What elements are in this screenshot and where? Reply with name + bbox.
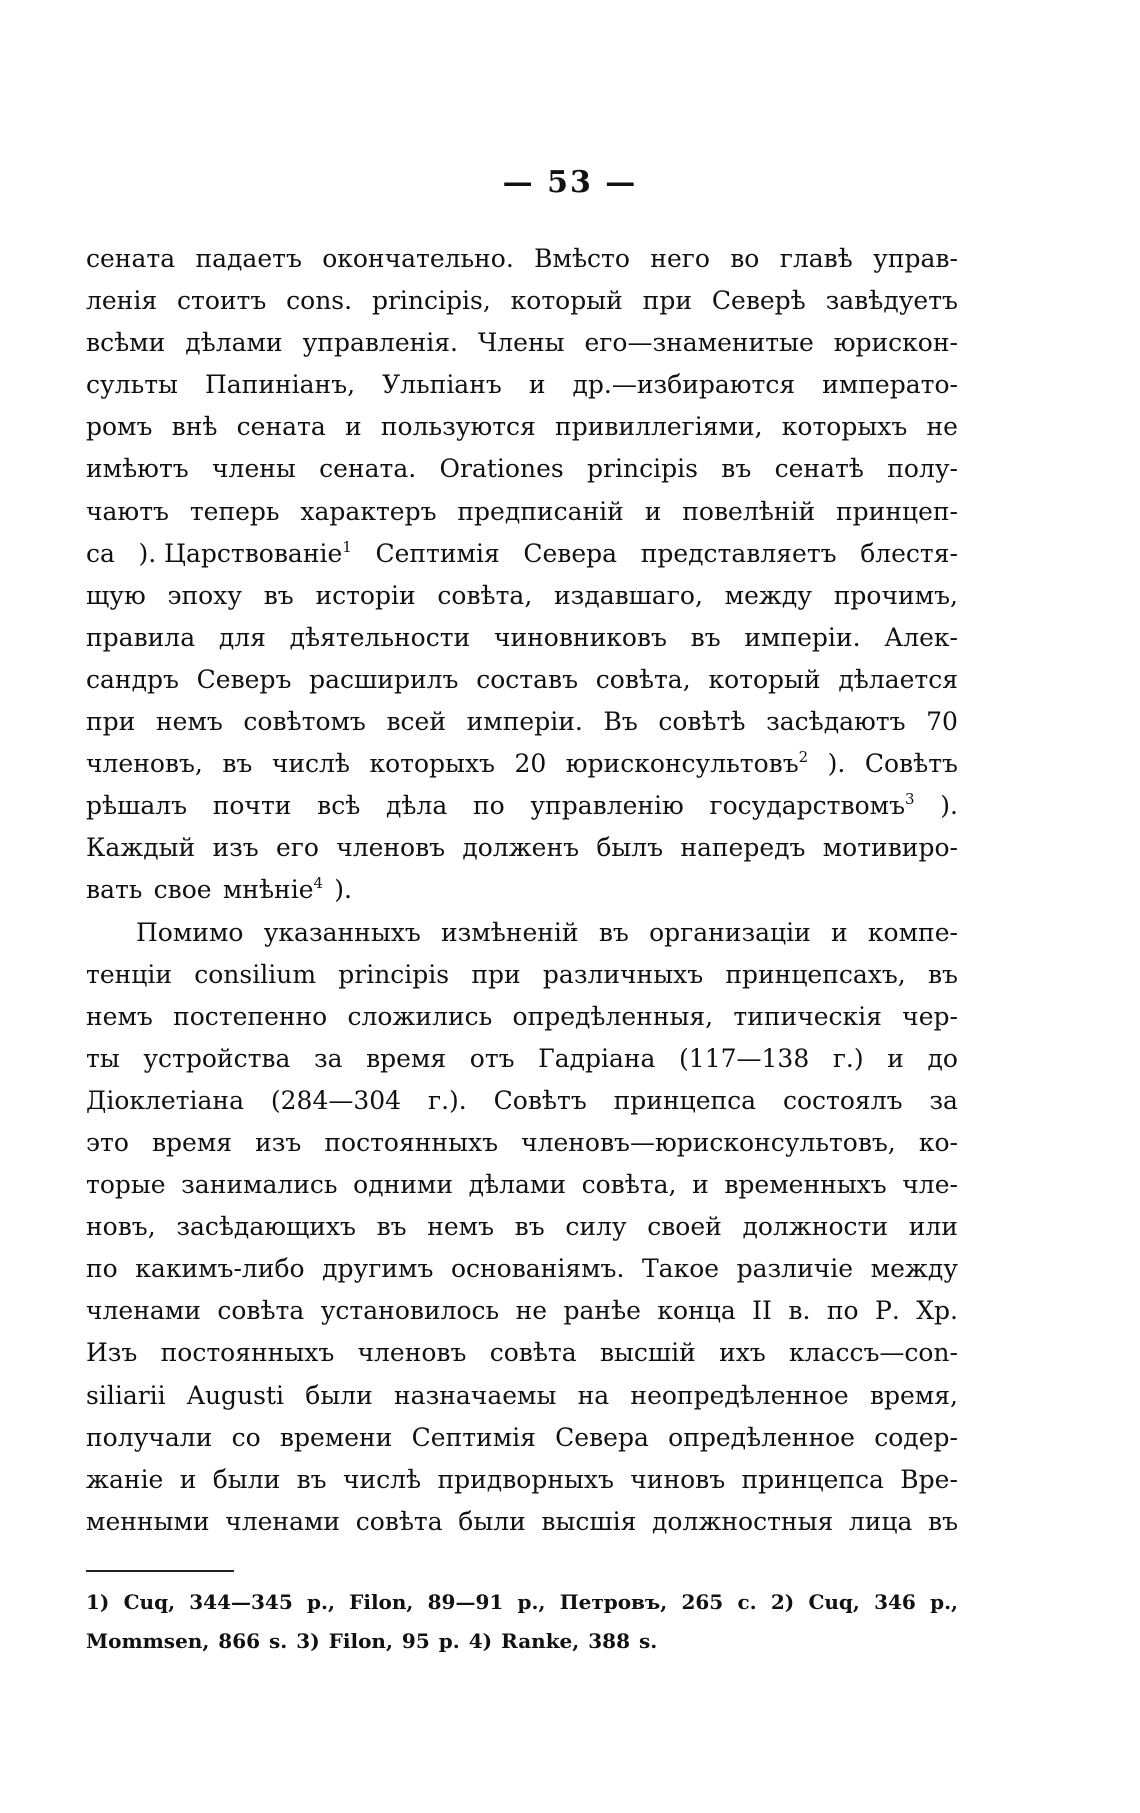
word: имѣютъ xyxy=(86,454,189,484)
word: principis, xyxy=(371,286,491,316)
word: внѣ xyxy=(171,412,218,442)
word: имперіи. xyxy=(744,622,861,652)
word: были xyxy=(212,1464,281,1494)
word: ихъ xyxy=(719,1338,766,1368)
word: siliarii xyxy=(86,1380,166,1410)
word: Вмѣсто xyxy=(534,244,630,273)
word: principis xyxy=(587,454,698,484)
word: въ xyxy=(721,454,752,484)
text-line xyxy=(86,785,958,827)
word: немъ xyxy=(427,1212,495,1242)
word: немъ xyxy=(155,707,223,737)
word: окончательно. xyxy=(322,244,514,273)
word: вать xyxy=(86,875,143,905)
word: Р. xyxy=(875,1296,900,1326)
word: въ xyxy=(928,1506,958,1536)
word: Папиніанъ, xyxy=(204,370,356,400)
word: Севера xyxy=(523,538,618,568)
word: его xyxy=(275,833,319,863)
word: щую xyxy=(86,580,146,610)
word: были xyxy=(305,1380,373,1410)
word: мотивиро- xyxy=(822,833,958,863)
word: Северѣ xyxy=(711,286,806,316)
word: тенціи xyxy=(86,959,173,989)
word: менными xyxy=(86,1506,210,1536)
word: всѣми xyxy=(86,328,166,358)
text-line xyxy=(86,827,958,869)
word: 388 xyxy=(588,1629,630,1653)
word: это xyxy=(86,1127,129,1157)
word: который xyxy=(510,286,623,316)
word: блестя- xyxy=(860,538,958,568)
word: установилось xyxy=(320,1296,500,1326)
word: компе- xyxy=(867,917,958,947)
word: и xyxy=(644,496,662,526)
word: совѣта xyxy=(355,1506,443,1536)
word: завѣдуетъ xyxy=(825,286,958,316)
word: Помимо xyxy=(136,917,244,947)
word: предписаній xyxy=(457,496,624,526)
word: который xyxy=(708,664,821,694)
word: въ xyxy=(263,580,294,610)
word: p. xyxy=(438,1629,460,1653)
word: на xyxy=(577,1380,610,1410)
word: со xyxy=(231,1422,261,1452)
word: какимъ-либо xyxy=(135,1254,305,1284)
text-line xyxy=(86,1038,958,1080)
word: полу- xyxy=(887,454,958,484)
word: cons. xyxy=(286,286,353,316)
word: которыхъ xyxy=(781,412,908,442)
text-line xyxy=(86,448,958,490)
word: сандръ xyxy=(86,664,179,694)
text-line xyxy=(86,1164,958,1206)
word: управленія. xyxy=(302,328,458,358)
word: характеръ xyxy=(300,496,437,526)
text-line xyxy=(86,238,958,280)
word: засѣдающихъ xyxy=(176,1212,356,1242)
text-line xyxy=(86,1122,958,1164)
word: ленія xyxy=(86,286,158,316)
text-line xyxy=(86,1417,958,1459)
word: Ranke, xyxy=(501,1629,580,1653)
word: лица xyxy=(848,1506,913,1536)
word: s. xyxy=(269,1629,288,1653)
word: имперіи. xyxy=(466,707,583,737)
word: представляетъ xyxy=(640,538,837,568)
word: сената. xyxy=(319,454,417,484)
word: Совѣтъ xyxy=(493,1085,587,1115)
word: постепенно xyxy=(173,1001,328,1031)
word: Cuq, xyxy=(808,1590,860,1614)
word: совѣтомъ xyxy=(243,707,366,737)
word: ко- xyxy=(918,1127,958,1157)
word: управленію xyxy=(530,791,684,821)
text-line xyxy=(86,1290,958,1332)
word: 20 xyxy=(514,749,547,779)
word: по xyxy=(826,1296,859,1326)
word: измѣненій xyxy=(440,917,579,947)
word: по xyxy=(86,1254,118,1284)
word: издавшаго, xyxy=(554,580,703,610)
text-line xyxy=(86,533,958,575)
word: опредѣленныя, xyxy=(512,1001,714,1031)
word: Хр. xyxy=(916,1296,958,1326)
word: и xyxy=(528,370,546,400)
word: чиновъ xyxy=(630,1464,726,1494)
word: юрискон- xyxy=(833,328,958,358)
word: 70 xyxy=(926,707,958,737)
word: указанныхъ xyxy=(263,917,421,947)
word: высшій xyxy=(599,1338,696,1368)
word: совѣта xyxy=(217,1296,305,1326)
word: въ xyxy=(222,749,253,779)
word: сложились xyxy=(347,1001,493,1031)
word: члены xyxy=(212,454,296,484)
word: конца xyxy=(657,1296,736,1326)
word: постоянныхъ xyxy=(324,1127,498,1157)
word: членовъ—юрисконсультовъ, xyxy=(521,1127,896,1157)
word: членовъ, xyxy=(86,749,203,779)
word: временныхъ xyxy=(724,1170,887,1200)
word: совѣта, xyxy=(437,580,533,610)
word: за xyxy=(313,1043,343,1073)
word: отъ xyxy=(469,1043,515,1073)
text-line xyxy=(86,575,958,617)
word: Діоклетіана xyxy=(86,1085,244,1115)
word: почти xyxy=(212,791,292,821)
word: сената xyxy=(86,244,176,273)
word: между xyxy=(724,580,813,610)
word: 344—345 xyxy=(189,1590,293,1614)
word: Cuq, xyxy=(123,1590,176,1614)
footnote-ref: 3 xyxy=(904,790,915,809)
word: Члены xyxy=(477,328,565,358)
word: II xyxy=(752,1296,772,1326)
word: 265 xyxy=(681,1590,724,1614)
word: принцепсахъ, xyxy=(725,959,906,989)
word: время xyxy=(151,1127,233,1157)
word: правила xyxy=(86,622,196,652)
word: засѣдаютъ xyxy=(766,707,906,737)
word: (284—304 xyxy=(270,1085,402,1115)
word: Септимія xyxy=(375,538,500,568)
word: время, xyxy=(869,1380,958,1410)
word: эпоху xyxy=(167,580,242,610)
word: при xyxy=(642,286,693,316)
word: во xyxy=(730,244,760,273)
word: числѣ xyxy=(342,1464,422,1494)
text-line xyxy=(86,1080,958,1122)
word: главѣ xyxy=(779,244,853,273)
word: управ- xyxy=(873,244,958,273)
text-line xyxy=(86,743,958,785)
word: ). xyxy=(827,749,846,779)
text-line xyxy=(86,912,958,954)
word: принцепса xyxy=(741,1464,884,1494)
word: въ xyxy=(927,959,958,989)
word: падаетъ xyxy=(195,244,302,273)
word: изъ xyxy=(255,1127,302,1157)
word: мнѣніе$^4$ xyxy=(222,874,324,905)
word: исторіи xyxy=(315,580,416,610)
word: Каждый xyxy=(86,833,196,863)
word: различныхъ xyxy=(542,959,704,989)
word: были xyxy=(458,1506,526,1536)
word: императо- xyxy=(822,370,958,400)
word: постоянныхъ xyxy=(160,1338,335,1368)
word: дѣлами xyxy=(468,1170,566,1200)
text-line xyxy=(86,869,958,911)
word: повелѣній xyxy=(682,496,816,526)
word: p., xyxy=(930,1590,958,1614)
word: ). xyxy=(334,875,352,905)
word: ты xyxy=(86,1043,120,1073)
word: 2) xyxy=(770,1590,795,1614)
word: сената xyxy=(236,412,326,442)
word: и xyxy=(345,412,362,442)
word: за xyxy=(929,1085,958,1115)
word: опредѣленное xyxy=(668,1422,855,1452)
word: чер- xyxy=(902,1001,958,1031)
word: p., xyxy=(307,1590,335,1614)
footnote-ref: 4 xyxy=(313,874,324,893)
word: пользуются xyxy=(380,412,536,442)
word: должностныя xyxy=(652,1506,834,1536)
word: до xyxy=(927,1043,958,1073)
word: прочимъ, xyxy=(833,580,958,610)
word: расширилъ xyxy=(309,664,459,694)
word: Filon, xyxy=(349,1590,414,1614)
word: ). xyxy=(940,791,958,821)
word: числѣ xyxy=(271,749,350,779)
word: стоитъ xyxy=(176,286,267,316)
word: въ xyxy=(690,622,721,652)
word: юрисконсультовъ$^2$ xyxy=(565,748,809,779)
word: 4) xyxy=(468,1629,493,1653)
text-line xyxy=(86,491,958,533)
word: членами xyxy=(225,1506,341,1536)
word: Вре- xyxy=(900,1464,958,1494)
word: ромъ xyxy=(86,412,153,442)
word: новъ, xyxy=(86,1212,156,1242)
word: него xyxy=(650,244,710,273)
word: 95 xyxy=(401,1629,430,1653)
word: различіе xyxy=(736,1254,854,1284)
word: Северъ xyxy=(196,664,292,694)
word: p., xyxy=(517,1590,546,1614)
word: 1) xyxy=(86,1590,110,1614)
word: время xyxy=(366,1043,447,1073)
word: (117—138 xyxy=(679,1043,810,1073)
word: принцепса xyxy=(613,1085,757,1115)
word: Такое xyxy=(642,1254,720,1284)
text-line xyxy=(86,996,958,1038)
word: въ xyxy=(296,1464,327,1494)
word: c. xyxy=(737,1590,757,1614)
word: свое xyxy=(153,875,212,905)
word: дѣятельности xyxy=(289,622,471,652)
word: изъ xyxy=(212,833,259,863)
word: Augusti xyxy=(186,1380,285,1410)
word: 89—91 xyxy=(427,1590,504,1614)
text-line xyxy=(86,617,958,659)
word: членовъ xyxy=(336,833,446,863)
word: Алек- xyxy=(884,622,958,652)
page-number: — 53 — xyxy=(502,165,638,200)
text-line xyxy=(86,1375,958,1417)
word: придворныхъ xyxy=(437,1464,614,1494)
word: сульты xyxy=(86,370,178,400)
word: Ульпіанъ xyxy=(382,370,502,400)
word: Въ xyxy=(603,707,638,737)
word: высшія xyxy=(541,1506,637,1536)
word: состоялъ xyxy=(782,1085,903,1115)
word: устройства xyxy=(143,1043,291,1073)
word: всѣ xyxy=(317,791,361,821)
word: 3) xyxy=(296,1629,320,1653)
word: принцеп- xyxy=(836,496,958,526)
word: которыхъ xyxy=(369,749,495,779)
word: и xyxy=(179,1464,197,1494)
text-line xyxy=(86,1248,958,1290)
word: ранѣе xyxy=(563,1296,641,1326)
word: содер- xyxy=(874,1422,958,1452)
word: получали xyxy=(86,1422,213,1452)
word: Севера xyxy=(555,1422,649,1452)
word: Септимія xyxy=(411,1422,536,1452)
word: principis xyxy=(338,959,450,989)
word: членовъ xyxy=(357,1338,467,1368)
word: чиновниковъ xyxy=(493,622,667,652)
word: по xyxy=(472,791,505,821)
word: жаніе xyxy=(86,1464,164,1494)
word: немъ xyxy=(86,1001,153,1031)
word: дѣлается xyxy=(838,664,958,694)
word: в. xyxy=(788,1296,811,1326)
word: напередъ xyxy=(680,833,806,863)
footnote-ref: 2 xyxy=(798,748,809,767)
word: торые xyxy=(86,1170,166,1200)
word: членами xyxy=(86,1296,201,1326)
text-line xyxy=(86,701,958,743)
word: совѣта xyxy=(489,1338,577,1368)
text-line xyxy=(86,954,958,996)
word: должности xyxy=(742,1212,889,1242)
word: совѣта, xyxy=(595,664,691,694)
word: въ xyxy=(598,917,629,947)
word: при xyxy=(471,959,521,989)
word: чле- xyxy=(902,1170,958,1200)
word: классъ—con- xyxy=(789,1338,958,1368)
word: теперь xyxy=(189,496,280,526)
text-line xyxy=(86,322,958,364)
word: Orationes xyxy=(439,454,564,484)
word: типическія xyxy=(733,1001,882,1031)
word: чаютъ xyxy=(86,496,169,526)
word: совѣтѣ xyxy=(658,707,746,737)
text-line xyxy=(86,364,958,406)
footnotes xyxy=(86,1583,958,1661)
word: другимъ xyxy=(322,1254,434,1284)
word: одними xyxy=(353,1170,454,1200)
text-line xyxy=(86,1459,958,1501)
word: дѣлами xyxy=(185,328,283,358)
word: др.—избираются xyxy=(572,370,796,400)
word: сенатѣ xyxy=(774,454,864,484)
word: всей xyxy=(386,707,447,737)
word: и xyxy=(887,1043,904,1073)
word: въ xyxy=(514,1212,545,1242)
word: и xyxy=(692,1170,709,1200)
word: Совѣтъ xyxy=(864,749,958,779)
word: въ xyxy=(376,1212,407,1242)
word: неопредѣленное xyxy=(630,1380,849,1410)
word: дѣла xyxy=(385,791,448,821)
word: 346 xyxy=(874,1590,916,1614)
word: г.). xyxy=(428,1085,467,1115)
footnote-ref: 1 xyxy=(342,537,352,556)
word: назначаемы xyxy=(394,1380,557,1410)
word: долженъ xyxy=(462,833,580,863)
word: consilium xyxy=(194,959,317,989)
word: своей xyxy=(647,1212,722,1242)
word: привиллегіями, xyxy=(555,412,763,442)
word: 866 xyxy=(218,1629,261,1653)
word: Filon, xyxy=(328,1629,393,1653)
footnote-line xyxy=(86,1583,958,1622)
word: s. xyxy=(638,1629,658,1653)
word: совѣта, xyxy=(581,1170,677,1200)
text-line xyxy=(86,406,958,448)
word: ). Царствованіе$^1$ xyxy=(138,537,352,568)
word: основаніямъ. xyxy=(450,1254,625,1284)
text-line xyxy=(86,1501,958,1543)
word: Гадріана xyxy=(538,1043,656,1073)
word: для xyxy=(218,622,266,652)
word: организаціи xyxy=(649,917,811,947)
word: государствомъ$^3$ xyxy=(709,790,915,821)
word: и xyxy=(831,917,848,947)
text-line xyxy=(86,1206,958,1248)
word: рѣшалъ xyxy=(86,791,188,821)
word: времени xyxy=(279,1422,393,1452)
text-line xyxy=(86,280,958,322)
word: не xyxy=(926,412,958,442)
body-text xyxy=(86,238,958,1543)
word: Петровъ, xyxy=(559,1590,668,1614)
word: былъ xyxy=(596,833,664,863)
footnote-separator xyxy=(86,1570,234,1572)
word: Mommsen, xyxy=(86,1629,210,1653)
word: Изъ xyxy=(86,1338,138,1368)
word: занимались xyxy=(181,1170,338,1200)
word: при xyxy=(86,707,136,737)
word: составъ xyxy=(476,664,578,694)
word: его—знаменитые xyxy=(584,328,814,358)
text-line xyxy=(86,659,958,701)
word: ca xyxy=(86,538,115,568)
word: между xyxy=(870,1254,958,1284)
word: силу xyxy=(565,1212,627,1242)
text-line xyxy=(86,1332,958,1374)
word: не xyxy=(515,1296,548,1326)
footnote-line xyxy=(86,1622,958,1661)
word: г.) xyxy=(832,1043,864,1073)
word: или xyxy=(908,1212,958,1242)
